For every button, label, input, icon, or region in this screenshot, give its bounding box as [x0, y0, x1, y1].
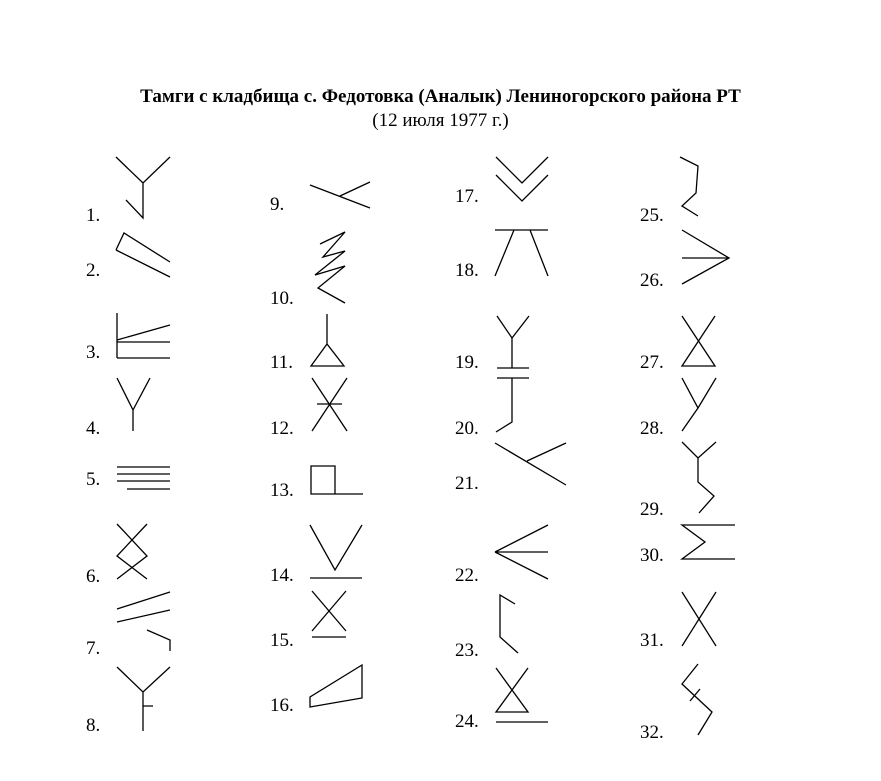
tamga-10-symbol [315, 232, 345, 303]
sign-label-7: 7. [86, 638, 101, 659]
sign-label-23: 23. [455, 640, 479, 661]
sign-label-28: 28. [640, 418, 664, 439]
sign-label-24: 24. [455, 711, 479, 732]
tamga-28-symbol [682, 378, 716, 431]
page-title: Тамги с кладбища с. Федотовка (Аналык) Лениногорского района РТ [140, 86, 741, 107]
sign-label-26: 26. [640, 270, 664, 291]
tamga-23-symbol [500, 595, 518, 653]
sign-label-4: 4. [86, 418, 101, 439]
sign-label-14: 14. [270, 565, 294, 586]
sign-label-13: 13. [270, 480, 294, 501]
tamga-6-symbol [117, 524, 147, 579]
tamga-5-symbol [117, 467, 170, 489]
sign-label-9: 9. [270, 194, 285, 215]
sign-label-20: 20. [455, 418, 479, 439]
tamga-3-symbol [117, 313, 170, 358]
tamga-15-symbol [312, 591, 346, 637]
sign-label-2: 2. [86, 260, 101, 281]
tamga-22-symbol [495, 525, 548, 579]
sign-label-8: 8. [86, 715, 101, 736]
tamga-9-symbol [310, 182, 370, 208]
tamga-18-symbol [495, 230, 548, 276]
tamga-17-symbol [496, 157, 548, 201]
sign-label-1: 1. [86, 205, 101, 226]
tamga-7-symbol [117, 592, 170, 651]
sign-label-25: 25. [640, 205, 664, 226]
tamga-30-symbol [682, 525, 735, 559]
sign-label-29: 29. [640, 499, 664, 520]
sign-label-6: 6. [86, 566, 101, 587]
sign-label-15: 15. [270, 630, 294, 651]
sign-label-12: 12. [270, 418, 294, 439]
tamga-20-symbol [496, 378, 529, 432]
sign-label-10: 10. [270, 288, 294, 309]
tamga-31-symbol [682, 592, 716, 646]
tamga-16-symbol [310, 665, 362, 707]
sign-label-11: 11. [270, 352, 294, 373]
tamga-11-symbol [311, 314, 344, 366]
tamga-26-symbol [682, 230, 729, 284]
tamga-25-symbol [680, 157, 698, 216]
sign-label-19: 19. [455, 352, 479, 373]
tamga-8-symbol [117, 667, 170, 731]
sign-label-3: 3. [86, 342, 101, 363]
tamga-4-symbol [117, 378, 150, 431]
tamga-27-symbol [682, 316, 715, 366]
tamga-32-symbol [682, 664, 712, 735]
tamga-2-symbol [116, 233, 170, 277]
sign-label-22: 22. [455, 565, 479, 586]
sign-label-30: 30. [640, 545, 664, 566]
tamga-13-symbol [311, 466, 363, 494]
page-subtitle: (12 июля 1977 г.) [372, 110, 509, 131]
sign-label-5: 5. [86, 469, 101, 490]
sign-label-31: 31. [640, 630, 664, 651]
tamga-29-symbol [682, 442, 716, 513]
sign-label-21: 21. [455, 473, 479, 494]
tamga-19-symbol [497, 316, 529, 368]
tamga-14-symbol [310, 525, 362, 578]
tamga-24-symbol [496, 668, 548, 722]
tamga-1-symbol [116, 157, 170, 218]
tamga-12-symbol [312, 378, 347, 431]
tamga-21-symbol [495, 443, 566, 485]
sign-label-32: 32. [640, 722, 664, 743]
sign-label-27: 27. [640, 352, 664, 373]
sign-label-17: 17. [455, 186, 479, 207]
sign-label-18: 18. [455, 260, 479, 281]
sign-label-16: 16. [270, 695, 294, 716]
